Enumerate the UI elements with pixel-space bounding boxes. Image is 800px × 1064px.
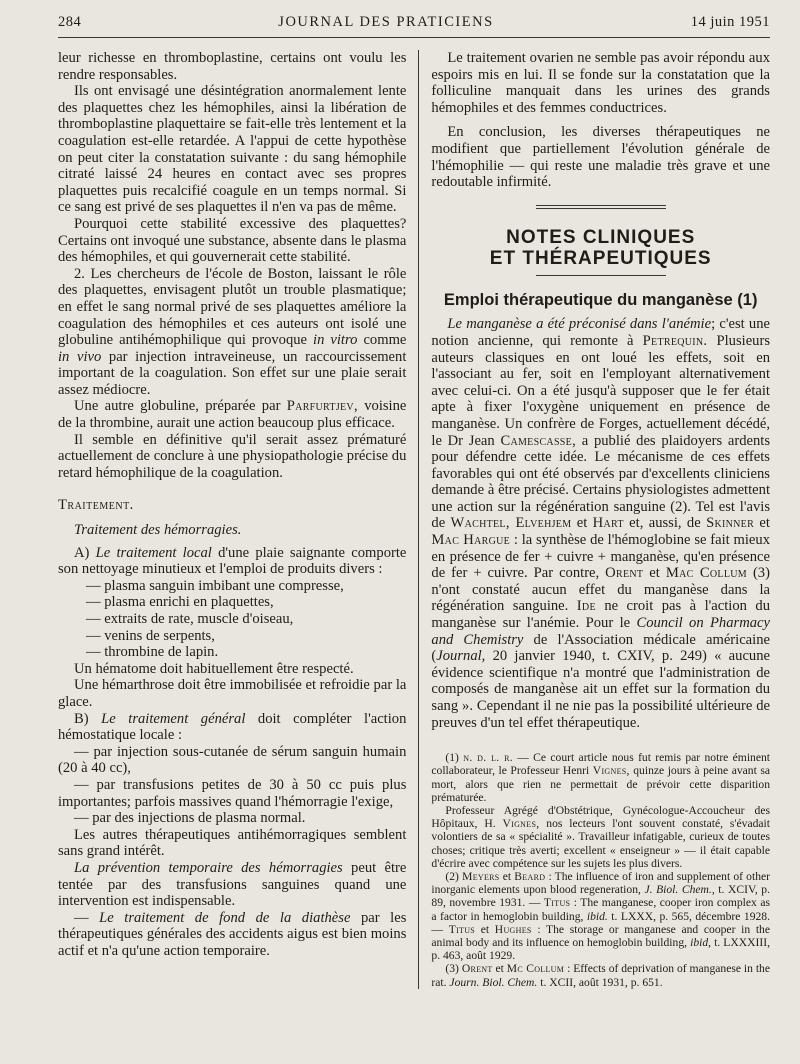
text-run: (2) xyxy=(445,870,463,884)
issue-date: 14 juin 1951 xyxy=(690,14,770,30)
text-run: t. XCIV, p. 89, novembre 1931. — xyxy=(431,883,771,910)
section-title xyxy=(431,227,770,269)
text-run: 2. Les chercheurs de l'école de Boston, laissant le rôle des plaquettes, envisagent plutôt un trouble plasmatique; en effet le sang normal privé de ses plaquettes améliore la coagulation des hémophiles et ces auteurs ont isolé une globuline antihémophilique qui provoque xyxy=(58,265,407,349)
italic-run: Journal, xyxy=(436,648,486,665)
paragraph: — par injection sous-cutanée de sérum sanguin humain (20 à 40 cc), xyxy=(58,743,407,777)
spacer xyxy=(431,116,770,124)
section-heading-traitement: Traitement. xyxy=(58,497,134,514)
paragraph: Pourquoi cette stabilité excessive des plaquettes? Certains ont invoqué une substance, absente dans le plasma des hémophiles, et qui gouvernerait cette stabilité. xyxy=(58,215,407,266)
text-run: A) xyxy=(74,544,96,561)
paragraph: Une hémarthrose doit être immobilisée et refroidie par la glace. xyxy=(58,677,407,710)
author-name: Hart xyxy=(592,515,624,532)
running-header xyxy=(58,14,770,38)
left-column xyxy=(58,50,418,989)
text-run: de l'Association médicale américaine ( xyxy=(431,631,770,665)
text-run: Une autre globuline, préparée par xyxy=(74,398,287,415)
text-run: et xyxy=(643,565,666,582)
author-name: Hughes xyxy=(494,922,532,936)
italic-run: in vitro xyxy=(313,332,358,349)
author-name: Mac Collum xyxy=(665,565,747,582)
author-name: Orent xyxy=(461,962,493,976)
text-run: par les thérapeutiques générales des accidents aigus est bien moins actif et n'a qu'une action temporaire. xyxy=(58,909,407,959)
footnote xyxy=(431,804,770,870)
author-name: Titus xyxy=(448,922,476,936)
footnote xyxy=(431,870,770,962)
author-name: Vignes, xyxy=(502,817,540,831)
spacer xyxy=(58,514,406,522)
author-name: Mc Collum xyxy=(506,962,565,976)
paragraph: Un hématome doit habituellement être respecté. xyxy=(74,660,354,677)
journal-title: JOURNAL DES PRATICIENS xyxy=(278,14,494,30)
author-name: Meyers xyxy=(462,870,500,884)
text-run: (3) xyxy=(445,962,462,976)
italic-run: Journ. Biol. Chem. xyxy=(449,975,538,989)
right-column xyxy=(418,50,770,989)
list-item: — thrombine de lapin. xyxy=(86,644,219,661)
list-item: — plasma enrichi en plaquettes, xyxy=(86,594,274,611)
text-run: : Effects of deprivation of manganese in the rat. xyxy=(431,962,771,989)
text-run: t. LXXX, p. 565, décembre 1928. — xyxy=(431,909,770,936)
section-divider xyxy=(536,205,666,209)
list-item: — venins de serpents, xyxy=(86,627,215,644)
text-run: a publié des plaidoyers ardents pour défendre cette idée. Le mécanisme de ces effets favorables qui ont été observés par d'excellents cliniciens demande à être précisé. Certains physiologistes admettent une action sur la régénération sanguine (2). Tel est l'avis de xyxy=(431,432,770,532)
paragraph xyxy=(58,545,406,578)
subheading-hemorragies xyxy=(58,522,406,539)
text-run: 20 janvier 1940, t. CXIV, p. 249) « aucune évidence scientifique n'a montré que l'administration de composés de manganèse ait un effet sur la formation du sang ». Cependant il ne nie pas la possibilité ultérieure de preuves d'un tel effet thérapeutique. xyxy=(431,648,770,731)
text-run: doit compléter l'action hémostatique locale : xyxy=(58,710,407,744)
page-number: 284 xyxy=(58,14,82,30)
author-name: Ide xyxy=(576,598,596,615)
text-run: quinze jours à peine avant sa mort, alors que rien ne permettait de prévoir cette disparition prématurée. xyxy=(431,764,771,804)
paragraph xyxy=(58,711,406,744)
paragraph xyxy=(58,860,406,910)
product-list xyxy=(58,578,406,661)
section-title-line: ET THÉRAPEUTIQUES xyxy=(489,247,712,269)
text-run: et xyxy=(492,962,507,976)
author-name: Skinner xyxy=(706,515,755,532)
text-run: (3) n'ont constaté aucun effet du manganèse dans la régénération sanguine. xyxy=(431,565,770,615)
text-run: ne croit pas à l'action du manganèse sur l'anémie. Pour le xyxy=(431,598,770,632)
text-run: Plusieurs auteurs classiques en ont loué les effets, soit en l'associant au fer, soit en l'employant alternativement avec celui-ci. On a été jusqu'à supposer que le fer était apte à fixer l'oxygène uniquement en présence de manganèse. Un confrère de Forges, actuellement décédé, le Dr Jean xyxy=(431,332,771,449)
title-rule xyxy=(536,275,666,276)
text-run: : The storage or manganese and cooper in the animal body and its influence on hemoglobin building, xyxy=(431,922,770,950)
text-run: B) xyxy=(74,710,102,727)
footnote xyxy=(431,751,770,804)
author-name: Petrequin. xyxy=(642,332,708,349)
author-name: Camescasse, xyxy=(500,432,577,449)
italic-run: Council on Pharmacy and Chemistry xyxy=(431,615,770,648)
paragraph: Les autres thérapeutiques antihémorragiques semblent sans grand intérêt. xyxy=(58,826,407,860)
text-run: : The manganese, cooper iron complex as a factor in hemoglobin building, xyxy=(431,896,771,923)
article-title: Emploi thérapeutique du manganèse (1) xyxy=(443,290,758,309)
author-name: Mac Hargue xyxy=(431,532,511,549)
text-run: et xyxy=(754,515,770,532)
text-run: comme xyxy=(357,332,407,349)
text-run: voisine de la thrombine, aurait une action beaucoup plus efficace. xyxy=(58,398,407,432)
author-name: Wachtel, Elvehjem xyxy=(450,515,572,532)
paragraph: Le traitement ovarien ne semble pas avoir répondu aux espoirs mis en lui. Il se fonde sur la constatation que la folliculine manquait dans les urines des grands hémophiles et des femmes conductrices. xyxy=(431,50,770,116)
paragraph: — par des injections de plasma normal. xyxy=(74,810,306,827)
author-name: Vignes, xyxy=(592,764,630,778)
list-item: — extraits de rate, muscle d'oiseau, xyxy=(86,611,294,627)
text-run: t. XCII, août 1931, p. 651. xyxy=(537,975,663,989)
footnote xyxy=(431,962,770,988)
paragraph: leur richesse en thromboplastine, certains ont voulu les rendre responsables. xyxy=(58,50,407,83)
text-run: et xyxy=(475,922,495,936)
text-run: et, aussi, de xyxy=(623,515,707,532)
italic-run: Le manganèse a été préconisé dans l'anémie xyxy=(447,316,712,333)
italic-run: Le traitement local xyxy=(95,544,212,561)
text-run: (1) xyxy=(445,751,464,765)
author-name: Orent xyxy=(605,565,644,582)
text-run: — Ce court article nous fut remis par notre éminent collaborateur, le Professeur Henri xyxy=(431,751,771,778)
paragraph: Il semble en définitive qu'il serait assez prématuré actuellement de conclure à une physiopathologie précise du retard hémophilique de la coagulation. xyxy=(58,431,407,481)
paragraph xyxy=(58,910,406,960)
article-body xyxy=(431,316,770,731)
two-column-body xyxy=(58,50,770,989)
text-run: — xyxy=(74,909,100,926)
paragraph: Ils ont envisagé une désintégration anormalement lente des plaquettes chez les hémophiles, ainsi la libération de thromboplastine plaquettaire se fait-elle très lentement et la coagulation est-elle retardée. A l'appui de cette hypothèse on peut citer la constatation suivante : du sang hémophile citraté laissé 24 heures en contact avec ses propres plaquettes puis recalcifié coagule en un temps normal. Si ce sang est privé de ses plaquettes il n'en va pas de même. xyxy=(58,83,407,216)
footnotes xyxy=(431,751,770,989)
author-name: Beard xyxy=(514,870,546,884)
text-run: et xyxy=(499,870,515,884)
text-run: nos lecteurs l'ont souvent constaté, s'évadait volontiers de sa « spécialité ». Travailleur infatigable, curieux de toutes choses; critique très averti; excellent « enseigneur » — il était capable d'écrire avec compétence sur les sujets les plus divers. xyxy=(431,817,770,870)
spacer xyxy=(58,481,406,497)
editor-mark: n. d. l. r. xyxy=(463,751,513,765)
paragraph: En conclusion, les diverses thérapeutiques ne modifient que partiellement l'évolution générale de l'hémophilie — qui reste une maladie très grave et une redoutable infirmité. xyxy=(431,124,770,191)
text-run: Professeur Agrégé d'Obstétrique, Gynécologue-Accoucheur des Hôpitaux, H. xyxy=(431,804,770,831)
italic-run: Le traitement général xyxy=(101,710,246,727)
text-run: et xyxy=(571,515,593,532)
italic-run: La prévention temporaire des hémorragies xyxy=(74,859,343,876)
section-title-line: NOTES CLINIQUES xyxy=(506,226,696,248)
text-run: : The influence of iron and supplement of other inorganic elements upon blood regeneration, xyxy=(431,870,770,897)
paragraph xyxy=(58,398,406,431)
author-name: Parfurtjev, xyxy=(286,398,358,415)
italic-run: J. Biol. Chem., xyxy=(644,883,715,897)
italic-run: ibid, xyxy=(690,936,712,950)
text-run: d'une plaie saignante comporte son nettoyage minutieux et l'emploi de produits divers : xyxy=(58,544,407,578)
paragraph xyxy=(58,266,406,399)
text-run: t. LXXXIII, p. 463, août 1929. xyxy=(431,936,770,963)
text-run: : la synthèse de l'hémoglobine se fait mieux en présence de fer + cuivre + manganèse, qu'en présence de fer + cuivre. Par contre, xyxy=(431,532,770,582)
text-run: par injection intraveineuse, un raccourcissement important de la coagulation. Son effet sur une plaie serait assez médiocre. xyxy=(58,348,407,398)
text-run: ; c'est une notion ancienne, qui remonte à xyxy=(431,316,770,349)
list-item: — plasma sanguin imbibant une compresse, xyxy=(86,577,344,594)
author-name: Titus xyxy=(543,896,571,910)
italic-run: Le traitement de fond de la diathèse xyxy=(99,909,351,926)
italic-run: in vivo xyxy=(58,348,102,365)
paragraph: — par transfusions petites de 30 à 50 cc puis plus importantes; parfois massives quand l'hémorragie l'exige, xyxy=(58,776,407,810)
text-run: peut être tentée par des transfusions sanguines quand une intervention est indispensable. xyxy=(58,859,407,910)
italic-run: ibid. xyxy=(586,909,608,923)
italic-run: Traitement des hémorragies. xyxy=(74,522,242,539)
